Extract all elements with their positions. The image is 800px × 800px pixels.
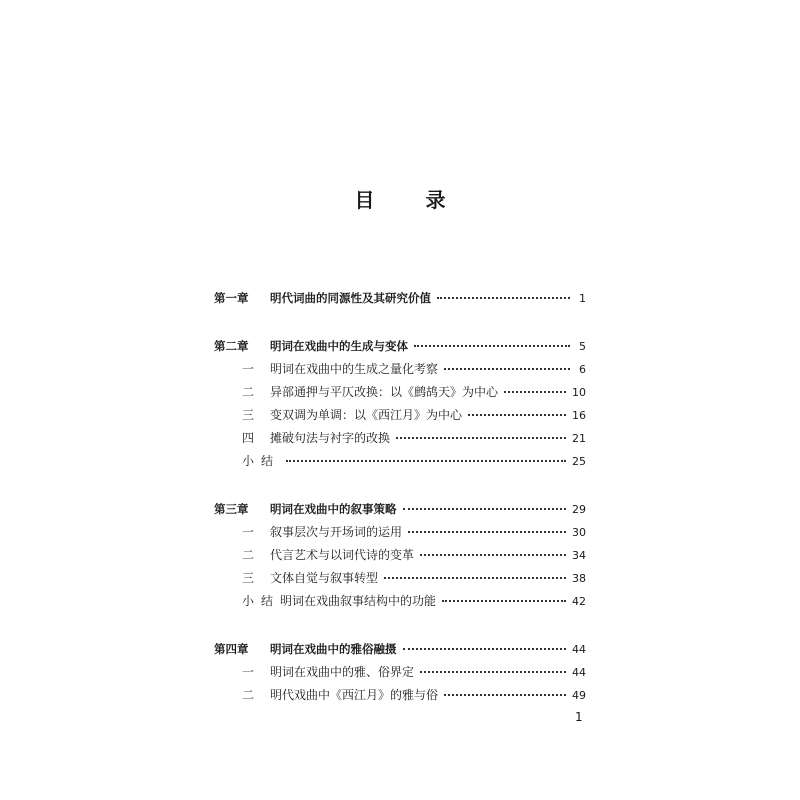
toc-section-entry[interactable] bbox=[214, 427, 586, 450]
toc-section-entry[interactable] bbox=[214, 381, 586, 404]
section-title: 明词在戏曲叙事结构中的功能 bbox=[280, 594, 437, 608]
toc-section-entry[interactable] bbox=[214, 567, 586, 590]
chapter-2 bbox=[214, 335, 586, 473]
page-title: 目 录 bbox=[354, 188, 468, 212]
chapter-label: 第四章 bbox=[214, 642, 249, 656]
toc-section-entry[interactable] bbox=[214, 521, 586, 544]
dot-leader bbox=[444, 367, 570, 370]
chapter-label: 第二章 bbox=[214, 339, 249, 353]
section-title: 明词在戏曲中的雅、俗界定 bbox=[270, 665, 415, 679]
dot-leader bbox=[403, 507, 567, 510]
chapter-title: 明词在戏曲中的生成与变体 bbox=[270, 339, 408, 353]
page-number: 44 bbox=[572, 643, 586, 656]
section-label: 二 bbox=[242, 548, 255, 562]
page-number: 1 bbox=[579, 292, 586, 305]
page-number: 10 bbox=[572, 386, 586, 399]
dot-leader bbox=[420, 553, 566, 556]
dot-leader bbox=[384, 576, 566, 579]
page-number: 29 bbox=[572, 503, 586, 516]
section-label: 一 bbox=[242, 525, 255, 539]
toc-chapter-entry[interactable] bbox=[214, 498, 586, 521]
section-title: 异部通押与平仄改换：以《鹧鸪天》为中心 bbox=[270, 385, 499, 399]
page-number: 49 bbox=[572, 689, 586, 702]
dot-leader bbox=[403, 647, 567, 650]
dot-leader bbox=[504, 390, 566, 393]
toc-chapter-entry[interactable] bbox=[214, 287, 586, 310]
toc-section-entry[interactable] bbox=[214, 450, 586, 473]
folio-page-number: 1 bbox=[575, 710, 583, 724]
chapter-title: 明词在戏曲中的叙事策略 bbox=[270, 502, 397, 516]
page-number: 16 bbox=[572, 409, 586, 422]
chapter-title: 明词在戏曲中的雅俗融摄 bbox=[270, 642, 397, 656]
toc-section-entry[interactable] bbox=[214, 684, 586, 707]
section-label: 四 bbox=[242, 431, 255, 445]
toc-section-entry[interactable] bbox=[214, 404, 586, 427]
page-number: 30 bbox=[572, 526, 586, 539]
dot-leader bbox=[442, 599, 566, 602]
dot-leader bbox=[408, 530, 566, 533]
section-label: 一 bbox=[242, 362, 255, 376]
chapter-1 bbox=[214, 287, 586, 310]
section-title: 叙事层次与开场词的运用 bbox=[270, 525, 403, 539]
section-title: 代言艺术与以词代诗的变革 bbox=[270, 548, 415, 562]
toc-section-entry[interactable] bbox=[214, 661, 586, 684]
page-number: 42 bbox=[572, 595, 586, 608]
toc-chapter-entry[interactable] bbox=[214, 638, 586, 661]
table-of-contents bbox=[214, 287, 586, 732]
section-label: 三 bbox=[242, 408, 255, 422]
dot-leader bbox=[286, 459, 566, 462]
dot-leader bbox=[414, 344, 570, 347]
section-title: 变双调为单调：以《西江月》为中心 bbox=[270, 408, 463, 422]
page-number: 34 bbox=[572, 549, 586, 562]
section-label: 小结 bbox=[242, 594, 281, 608]
section-title: 明代戏曲中《西江月》的雅与俗 bbox=[270, 688, 439, 702]
page-number: 21 bbox=[572, 432, 586, 445]
section-label: 一 bbox=[242, 665, 255, 679]
dot-leader bbox=[437, 296, 570, 299]
section-label: 二 bbox=[242, 688, 255, 702]
chapter-4 bbox=[214, 638, 586, 707]
chapter-label: 第三章 bbox=[214, 502, 249, 516]
page-number: 6 bbox=[579, 363, 586, 376]
section-title: 摊破句法与衬字的改换 bbox=[270, 431, 391, 445]
section-label: 二 bbox=[242, 385, 255, 399]
dot-leader bbox=[444, 693, 566, 696]
page-number: 44 bbox=[572, 666, 586, 679]
section-label: 小结 bbox=[242, 454, 281, 468]
toc-section-entry[interactable] bbox=[214, 358, 586, 381]
chapter-label: 第一章 bbox=[214, 291, 249, 305]
chapter-title: 明代词曲的同源性及其研究价值 bbox=[270, 291, 431, 305]
toc-section-entry[interactable] bbox=[214, 544, 586, 567]
dot-leader bbox=[396, 436, 566, 439]
dot-leader bbox=[468, 413, 566, 416]
toc-section-entry[interactable] bbox=[214, 590, 586, 613]
page-number: 38 bbox=[572, 572, 586, 585]
dot-leader bbox=[420, 670, 566, 673]
section-title: 文体自觉与叙事转型 bbox=[270, 571, 379, 585]
chapter-3 bbox=[214, 498, 586, 613]
section-label: 三 bbox=[242, 571, 255, 585]
toc-chapter-entry[interactable] bbox=[214, 335, 586, 358]
section-title: 明词在戏曲中的生成之量化考察 bbox=[270, 362, 439, 376]
page-number: 25 bbox=[572, 455, 586, 468]
page-number: 5 bbox=[579, 340, 586, 353]
